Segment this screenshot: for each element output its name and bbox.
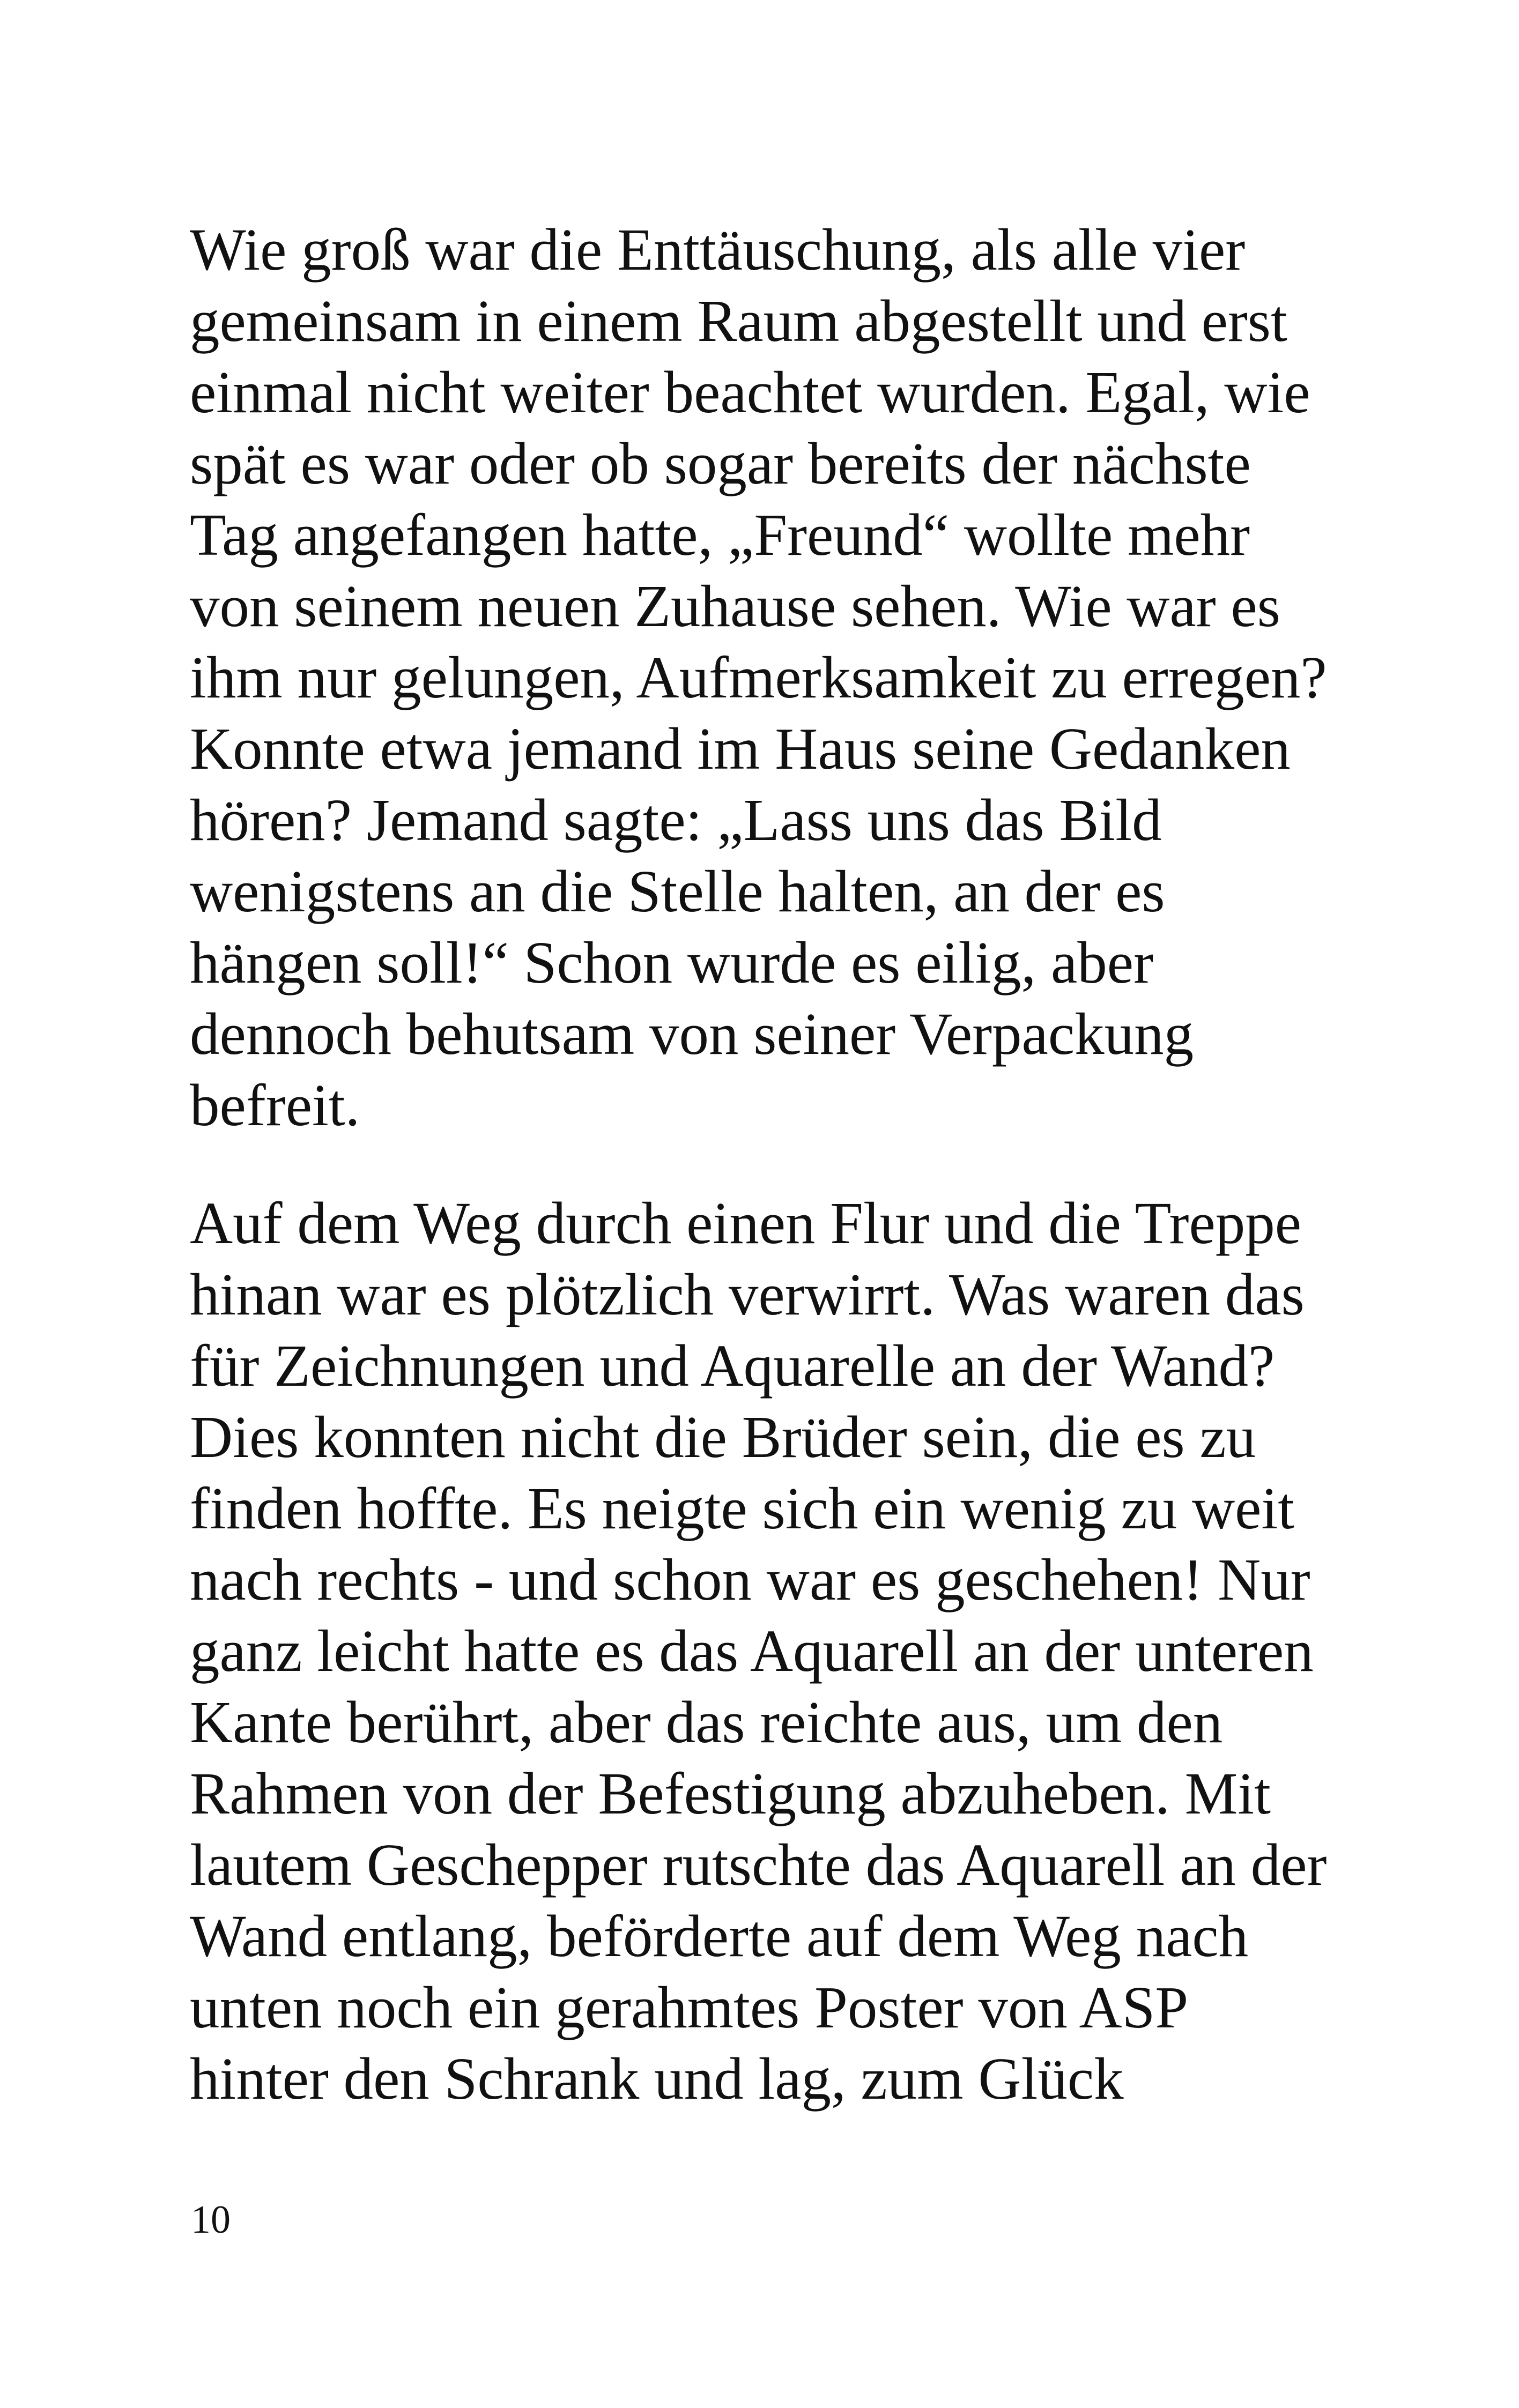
- text-line: Dies konnten nicht die Brüder sein, die es zu: [190, 1404, 1256, 1470]
- text-line: gemeinsam in einem Raum abgestellt und erst: [190, 288, 1287, 354]
- text-line: Kante berührt, aber das reichte aus, um den: [190, 1690, 1223, 1756]
- text-line: hinan war es plötzlich verwirrt. Was waren das: [190, 1262, 1305, 1328]
- text-line: finden hoffte. Es neigte sich ein wenig zu weit: [190, 1476, 1295, 1542]
- text-line: Wand entlang, beförderte auf dem Weg nach: [190, 1904, 1249, 1969]
- text-line: hinter den Schrank und lag, zum Glück: [190, 2046, 1124, 2112]
- text-line: einmal nicht weiter beachtet wurden. Egal, wie: [190, 360, 1310, 426]
- paragraph-1: [190, 214, 1348, 1141]
- text-line: Auf dem Weg durch einen Flur und die Treppe: [190, 1191, 1302, 1257]
- text-line: von seinem neuen Zuhause sehen. Wie war es: [190, 574, 1280, 640]
- page-number: 10: [191, 2198, 231, 2242]
- body-text: [190, 214, 1348, 2115]
- text-line: hören? Jemand sagte: „Lass uns das Bild: [190, 787, 1162, 853]
- text-line: Wie groß war die Enttäuschung, als alle vier: [190, 217, 1246, 283]
- text-line: befreit.: [190, 1073, 360, 1139]
- text-line: Rahmen von der Befestigung abzuheben. Mit: [190, 1761, 1271, 1827]
- text-line: lautem Geschepper rutschte das Aquarell an der: [190, 1832, 1327, 1898]
- text-line: hängen soll!“ Schon wurde es eilig, aber: [190, 930, 1154, 996]
- text-line: wenigstens an die Stelle halten, an der es: [190, 859, 1165, 925]
- text-line: unten noch ein gerahmtes Poster von ASP: [190, 1975, 1189, 2041]
- text-line: spät es war oder ob sogar bereits der nächste: [190, 431, 1251, 497]
- text-line: ihm nur gelungen, Aufmerksamkeit zu erregen?: [190, 645, 1327, 711]
- text-line: nach rechts - und schon war es geschehen! Nur: [190, 1547, 1310, 1613]
- text-line: für Zeichnungen und Aquarelle an der Wand?: [190, 1333, 1275, 1399]
- text-line: dennoch behutsam von seiner Verpackung: [190, 1001, 1194, 1067]
- text-line: ganz leicht hatte es das Aquarell an der unteren: [190, 1618, 1314, 1684]
- text-line: Konnte etwa jemand im Haus seine Gedanken: [190, 716, 1291, 782]
- paragraph-2: [190, 1188, 1348, 2115]
- text-line: Tag angefangen hatte, „Freund“ wollte mehr: [190, 502, 1250, 568]
